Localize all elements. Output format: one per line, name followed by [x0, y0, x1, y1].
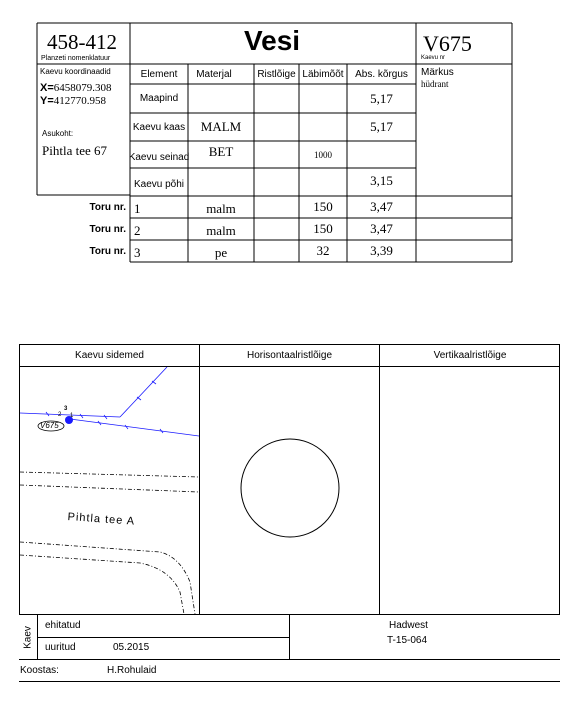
row-element: Maapind	[139, 93, 179, 104]
well-section-circle	[241, 439, 339, 537]
coord-y-value: 412770.958	[53, 95, 107, 107]
row-element: Kaevu kaas	[132, 121, 186, 133]
pipe-materjal: pe	[214, 245, 228, 260]
coord-x	[40, 82, 112, 94]
pipe-labimoot: 32	[316, 243, 330, 258]
project-number: T-15-064	[387, 635, 428, 646]
row-abs: 5,17	[370, 90, 393, 106]
horizontal-section-drawing	[200, 367, 379, 614]
markus-value: hüdrant	[421, 79, 449, 89]
pipe-label: Toru nr.	[89, 201, 126, 213]
page-title: Vesi	[244, 25, 301, 56]
row-element: Kaevu seinad	[128, 152, 190, 163]
panel-title-vertikaal: Vertikaalristlõige	[433, 349, 507, 361]
street-edges	[20, 472, 199, 614]
uuritud-date: 05.2015	[113, 642, 150, 653]
footer-side-label: Kaev	[22, 626, 34, 649]
kaev-number: V675	[423, 31, 472, 56]
col-element: Element	[140, 68, 178, 80]
row-materjal: MALM	[200, 119, 242, 134]
pipe-abs: 3,47	[370, 199, 393, 214]
pipe-abs: 3,47	[370, 221, 393, 236]
pipe-nr: 1	[134, 201, 141, 216]
site-plan-drawing	[20, 367, 199, 614]
col-ristloige: Ristlõige	[257, 68, 296, 80]
row-abs: 3,15	[370, 173, 393, 188]
company-name: Hadwest	[389, 620, 428, 631]
pipe-label: Toru nr.	[89, 245, 126, 257]
pipe-labimoot: 150	[313, 199, 333, 214]
coord-y-label: Y=	[40, 95, 54, 107]
kaev-number-label: Kaevu nr	[421, 55, 446, 61]
pipe-number-3: 3	[64, 406, 68, 412]
pipe-number-1: 1	[70, 413, 74, 419]
pipe-abs: 3,39	[370, 243, 393, 258]
pipe-labimoot: 150	[313, 221, 333, 236]
koostas-value: H.Rohulaid	[107, 665, 157, 676]
plan-label: Planzeti nomenklatuur	[41, 55, 111, 62]
street-label: Pihtla tee A	[67, 511, 136, 528]
pipe-nr: 3	[134, 245, 141, 260]
plan-number: 458-412	[47, 30, 117, 54]
coord-y	[40, 95, 106, 107]
pipe-materjal: malm	[206, 223, 236, 238]
row-element: Kaevu põhi	[133, 178, 185, 190]
asukoht-label: Asukoht:	[42, 129, 74, 138]
markus-label: Märkus	[421, 67, 454, 78]
coord-label: Kaevu koordinaadid	[40, 67, 111, 76]
well-label: V675	[40, 421, 59, 430]
panel-title-horisontaal: Horisontaalristlõige	[246, 349, 333, 361]
coord-x-value: 6458079.308	[53, 82, 112, 94]
col-materjal: Materjal	[196, 68, 232, 80]
col-abs-korgus: Abs. kõrgus	[355, 68, 408, 80]
pipe-label: Toru nr.	[89, 223, 126, 235]
row-labimoot: 1000	[314, 149, 332, 160]
col-labimoot: Läbimõõt	[302, 68, 344, 80]
pipe-nr: 2	[134, 223, 141, 238]
uuritud-label: uuritud	[45, 642, 76, 653]
koostas-label: Koostas:	[20, 665, 59, 676]
row-abs: 5,17	[370, 119, 393, 134]
row-materjal: BET	[208, 144, 234, 159]
panel-title-sidemed: Kaevu sidemed	[75, 349, 144, 361]
pipe-number-2: 2	[58, 412, 62, 418]
ehitatud-label: ehitatud	[45, 620, 81, 631]
coord-x-label: X=	[40, 82, 54, 94]
footer-grid	[0, 610, 588, 707]
asukoht-value: Pihtla tee 67	[42, 143, 107, 158]
pipe-materjal: malm	[206, 201, 236, 216]
